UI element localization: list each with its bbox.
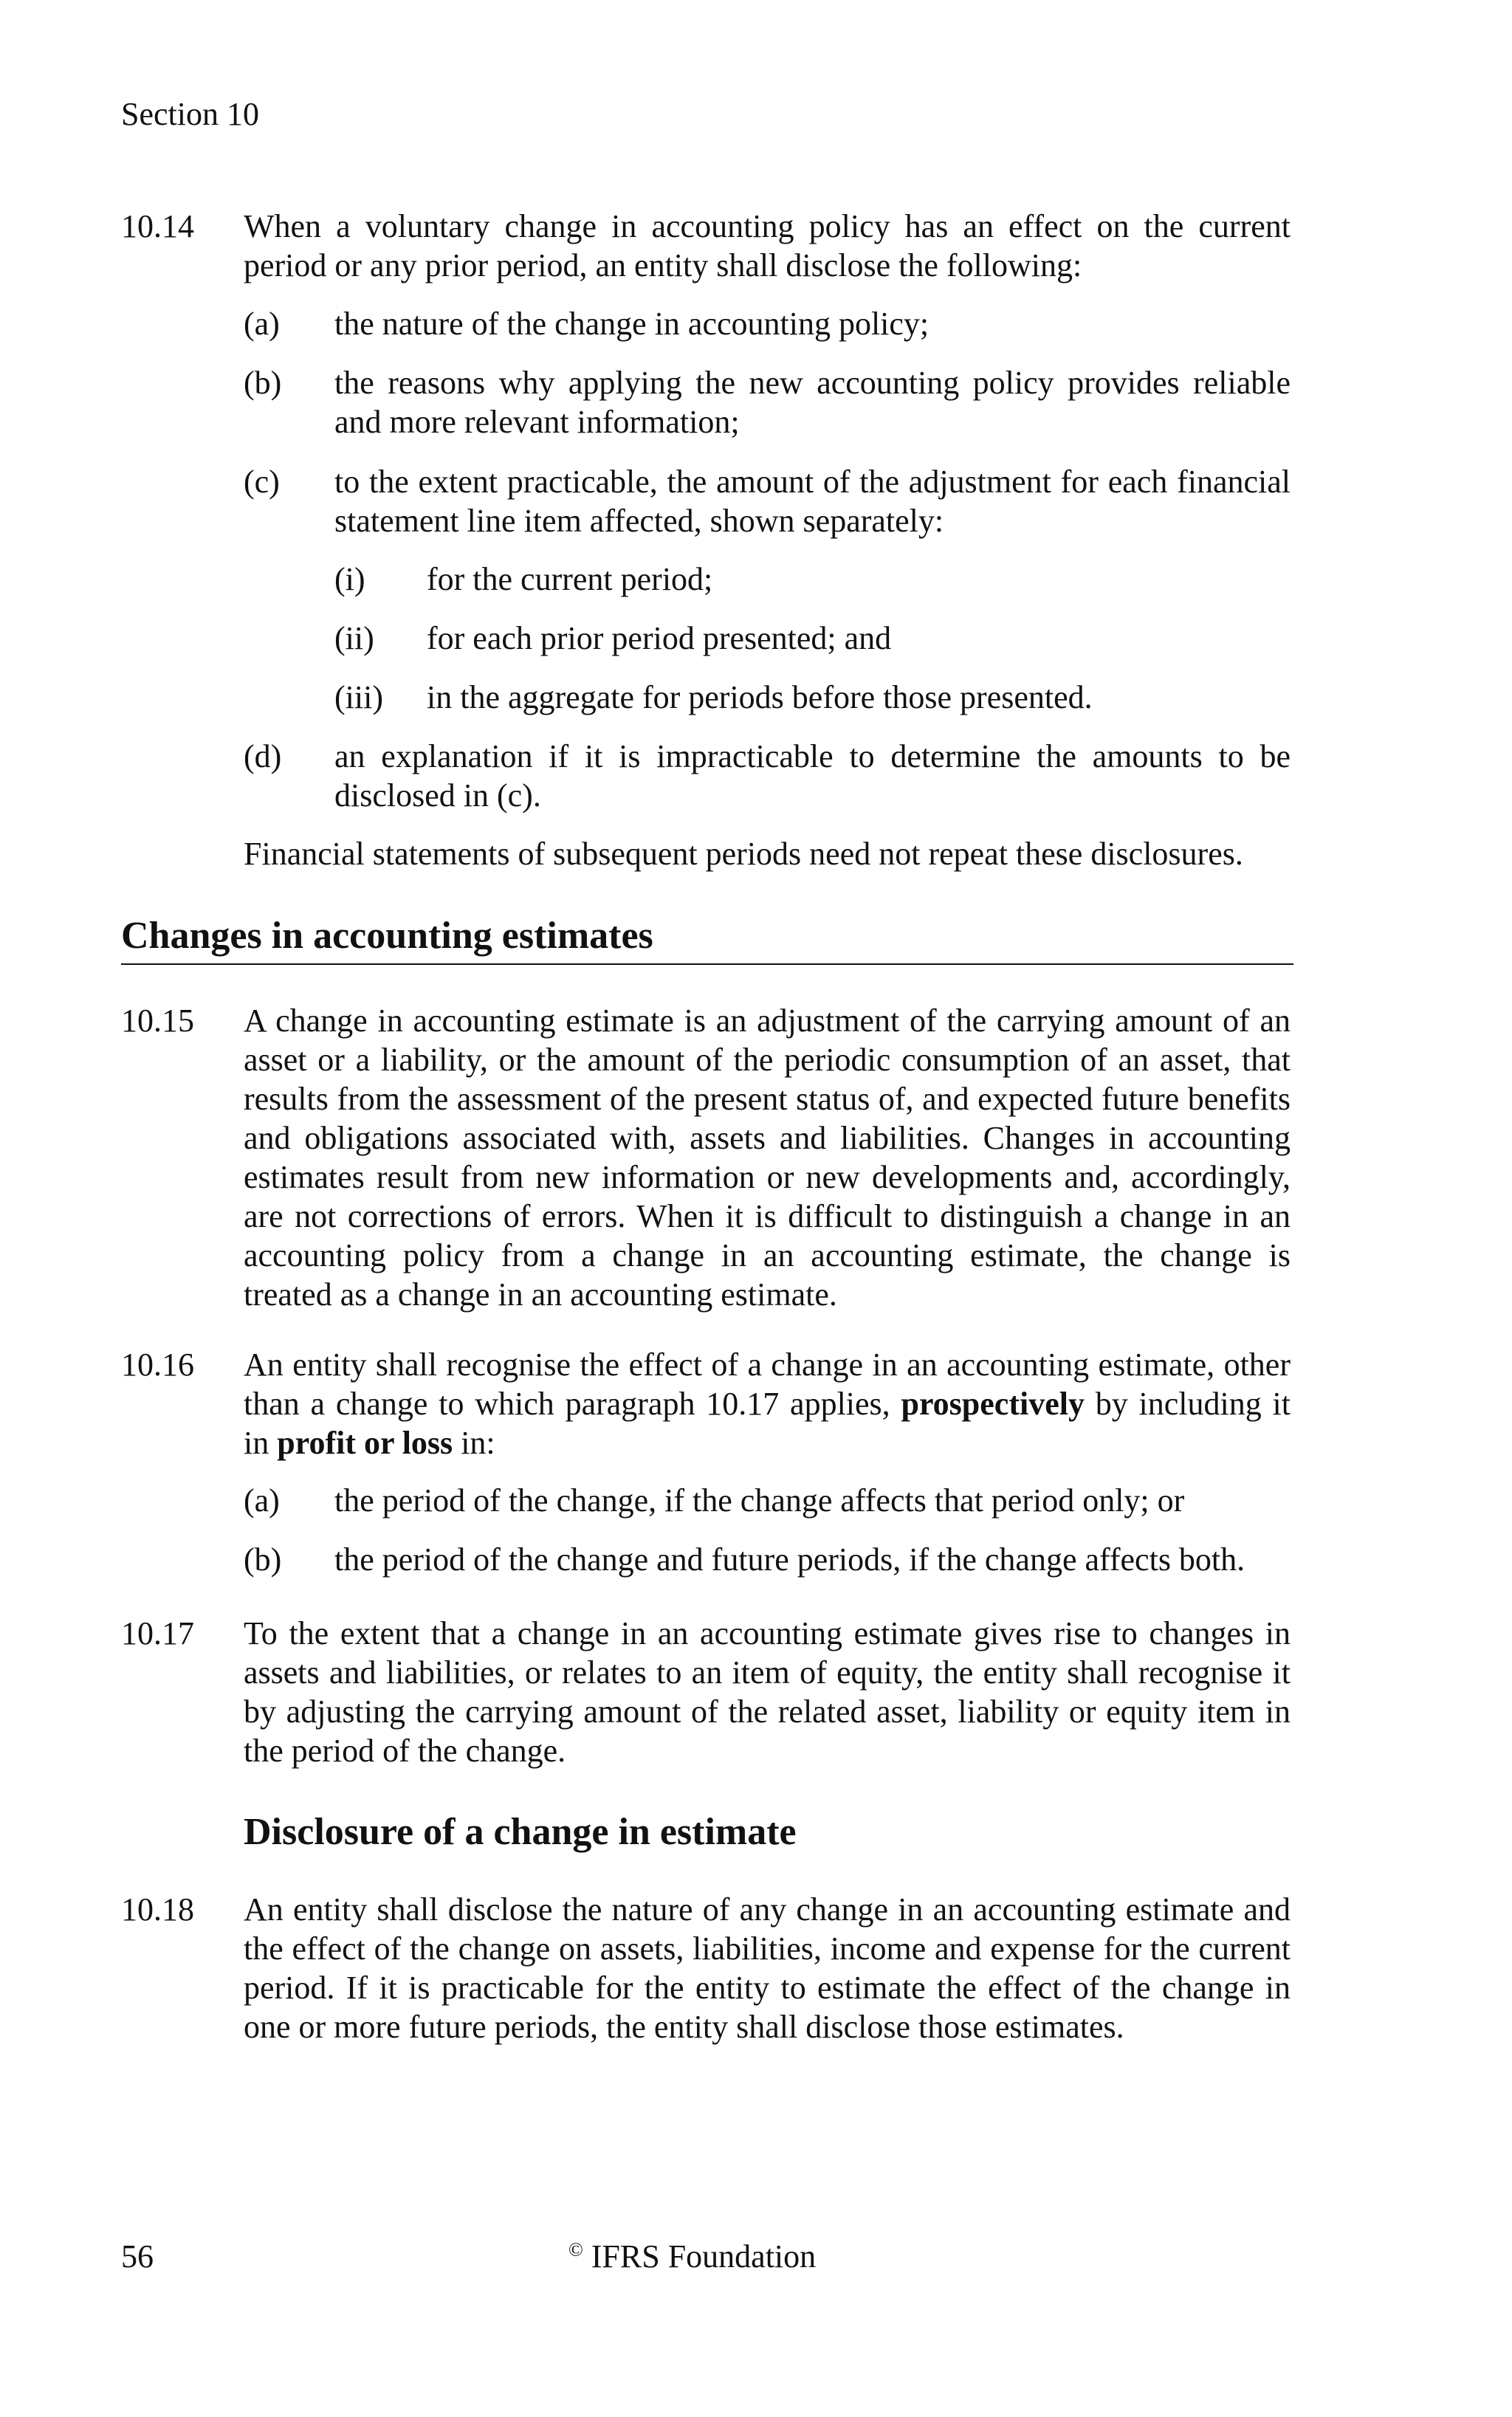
sublist-item-i: for the current period; (427, 561, 713, 597)
paragraph-10-17-text: To the extent that a change in an accounting estimate gives rise to changes in assets and liabilities, or relates to an item of equity, the entity shall recognise it by adjusting the carrying amount of the related asset, liability or equity item in the period of the change. (244, 1615, 1291, 1769)
paragraph-number-10-16: 10.16 (121, 1347, 194, 1383)
paragraph-10-14-text: When a voluntary change in accounting policy has an effect on the current period or any prior period, an entity shall disclose the following: (244, 208, 1291, 283)
publisher-name: IFRS Foundation (591, 2238, 817, 2275)
sublist-label-iii: (iii) (334, 679, 383, 715)
list-item-a: the nature of the change in accounting policy; (334, 306, 929, 342)
list-label-b: (b) (244, 365, 282, 401)
list-label-d: (d) (244, 738, 282, 774)
paragraph-10-18-text: An entity shall disclose the nature of any change in an accounting estimate and the effect of the change on assets, liabilities, income and expense for the current period. If it is practicable for the entity to estimate the effect of the change in one or more future periods, the entity shall disclose those estimates. (244, 1891, 1291, 2045)
sublist-label-ii: (ii) (334, 620, 374, 656)
sublist-item-ii: for each prior period presented; and (427, 620, 892, 656)
list-label-b: (b) (244, 1541, 282, 1578)
list-item-b: the reasons why applying the new accounting policy provides reliable and more relevant information; (334, 365, 1291, 440)
sublist-item-iii: in the aggregate for periods before those presented. (427, 679, 1093, 715)
sublist-label-i: (i) (334, 561, 365, 597)
paragraph-10-16-text-part-3: in: (453, 1425, 495, 1461)
list-item-a: the period of the change, if the change affects that period only; or (334, 1482, 1185, 1519)
section-heading-changes-in-estimates: Changes in accounting estimates (121, 915, 653, 957)
paragraph-10-16-text (244, 1345, 1291, 1462)
paragraph-number-10-15: 10.15 (121, 1003, 194, 1039)
list-item-d: an explanation if it is impracticable to determine the amounts to be disclosed in (c). (334, 738, 1291, 814)
footer-copyright (568, 2237, 816, 2276)
defined-term-prospectively: prospectively (901, 1386, 1085, 1422)
paragraph-number-10-17: 10.17 (121, 1615, 194, 1651)
paragraph-number-10-18: 10.18 (121, 1891, 194, 1928)
heading-rule (121, 963, 1293, 965)
paragraph-10-15-text: A change in accounting estimate is an adjustment of the carrying amount of an asset or a liability, or the amount of the periodic consumption of an asset, that results from the assessment of the present status of, and expected future benefits and obligations associated with, assets and liabilities. Changes in accounting estimates result from new information or new developments and, accordingly, are not corrections of errors. When it is difficult to distinguish a change in an accounting policy from a change in an accounting estimate, the change is treated as a change in an accounting estimate. (244, 1003, 1291, 1313)
subheading-disclosure-of-change: Disclosure of a change in estimate (244, 1811, 797, 1853)
paragraph-10-16-text-part-1: An entity shall recognise the effect of a change in an accounting estimate, other than a change to which paragraph 10.17 applies, (244, 1347, 1291, 1422)
copyright-symbol: © (568, 2238, 583, 2260)
section-header: Section 10 (121, 96, 259, 132)
paragraph-10-14-closing: Financial statements of subsequent periods need not repeat these disclosures. (244, 836, 1243, 872)
list-item-b: the period of the change and future periods, if the change affects both. (334, 1541, 1245, 1578)
paragraph-10-16-text-part-2: by including it in (244, 1386, 1291, 1461)
list-label-c: (c) (244, 464, 280, 500)
page-number: 56 (121, 2238, 154, 2275)
list-label-a: (a) (244, 306, 280, 342)
paragraph-number-10-14: 10.14 (121, 208, 194, 244)
list-label-a: (a) (244, 1482, 280, 1519)
defined-term-profit-or-loss: profit or loss (277, 1425, 453, 1461)
list-item-c: to the extent practicable, the amount of the adjustment for each financial statement line item affected, shown separately: (334, 464, 1291, 539)
